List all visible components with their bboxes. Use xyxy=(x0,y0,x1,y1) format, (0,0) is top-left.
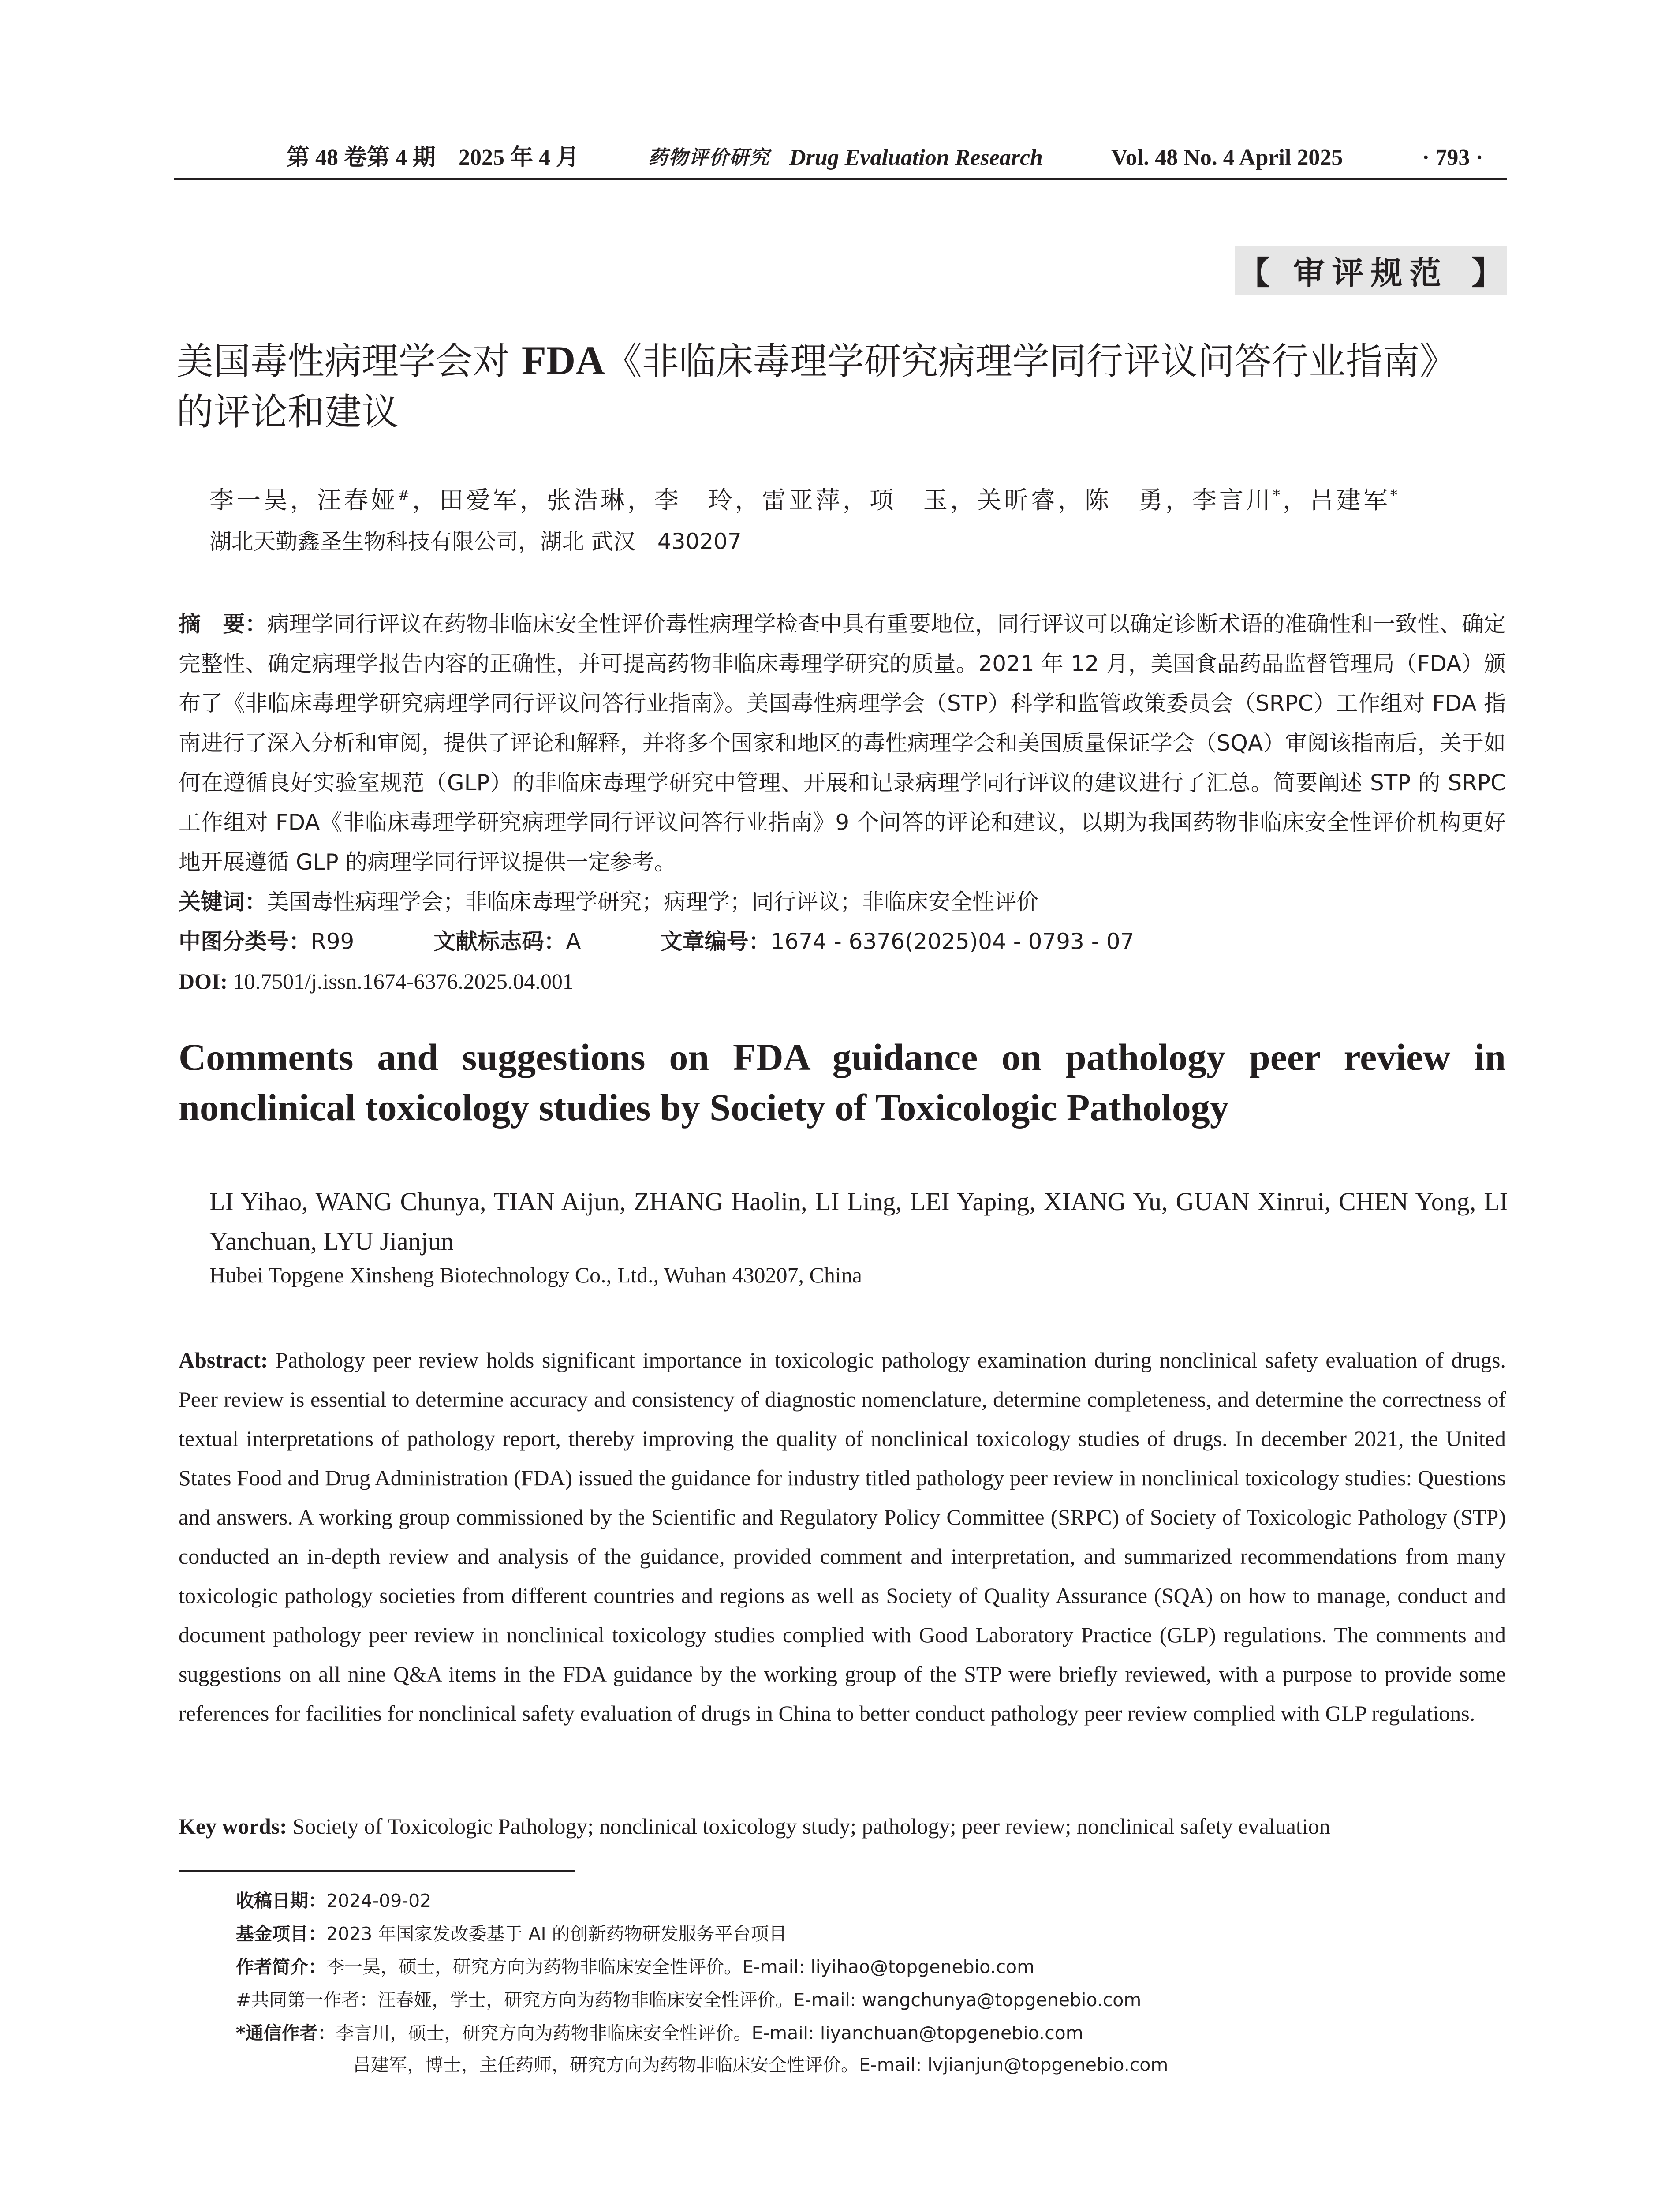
article-no-label: 文章编号： xyxy=(660,929,771,954)
title-cn-part1: 美国毒性病理学会对 xyxy=(176,340,522,383)
title-cn-line1 xyxy=(176,335,1512,387)
keywords-cn-text: 美国毒性病理学会；非临床毒理学研究；病理学；同行评议；非临床安全性评价 xyxy=(267,889,1038,915)
classification-line xyxy=(179,922,1506,961)
section-tag-text: 审评规范 xyxy=(1293,254,1449,292)
keywords-en xyxy=(179,1813,1330,1839)
abstract-en xyxy=(179,1341,1506,1733)
title-cn-line2: 的评论和建议 xyxy=(176,390,399,434)
footnote-received xyxy=(236,1887,431,1914)
bio-value: 李一昊，硕士，研究方向为药物非临床安全性评价。E-mail: liyihao@topgenebio.com xyxy=(326,1956,1035,1977)
corresponding-value-1: 李言川，硕士，研究方向为药物非临床安全性评价。E-mail: liyanchuan@topgenebio.com xyxy=(336,2022,1083,2044)
footnote-corresponding-2: 吕建军，博士，主任药师，研究方向为药物非临床安全性评价。E-mail: lvjianjun@topgenebio.com xyxy=(353,2054,1169,2075)
section-tag xyxy=(1235,246,1507,295)
title-en: Comments and suggestions on FDA guidance on pathology peer review in nonclinical toxicology studies by Society of Toxicologic Pathology xyxy=(179,1036,1506,1129)
footnote-author-bio xyxy=(236,1954,1034,1980)
title-cn-latin: FDA xyxy=(521,338,605,383)
abstract-cn xyxy=(179,604,1506,1001)
title-cn-part2: 《非临床毒理学研究病理学同行评议问答行业指南》 xyxy=(605,340,1457,383)
corresponding-label: *通信作者： xyxy=(236,2022,336,2044)
clc-value: R99 xyxy=(311,929,355,954)
fund-value: 2023 年国家发改委基于 AI 的创新药物研发服务平台项目 xyxy=(326,1923,787,1944)
corresponding-mark: * xyxy=(1390,486,1400,504)
abstract-cn-label: 摘 要： xyxy=(179,611,267,637)
doc-code-label: 文献标志码： xyxy=(433,929,566,954)
corresponding-mark: * xyxy=(1273,486,1283,504)
authors-cn xyxy=(209,481,1400,516)
doi-line xyxy=(179,961,1506,1001)
doi-value: 10.7501/j.issn.1674-6376.2025.04.001 xyxy=(233,969,574,994)
authors-en: LI Yihao, WANG Chunya, TIAN Aijun, ZHANG Haolin, LI Ling, LEI Yaping, XIANG Yu, GUAN Xinrui, CHEN Yong, LI Yanchuan, LYU Jianjun xyxy=(209,1187,1508,1256)
keywords-en-label: Key words: xyxy=(179,1814,287,1839)
abstract-cn-paragraph xyxy=(179,604,1506,882)
abstract-en-label: Abstract: xyxy=(179,1348,268,1372)
keywords-cn xyxy=(179,882,1506,922)
doi-label: DOI: xyxy=(179,969,228,994)
cofirst-mark: # xyxy=(398,486,412,504)
authors-cn-part: ，田爱军，张浩琳，李 玲，雷亚萍，项 玉，关昕睿，陈 勇，李言川 xyxy=(412,486,1273,514)
header-issue-en: Vol. 48 No. 4 April 2025 xyxy=(1111,145,1343,170)
section-tag-open: 【 xyxy=(1238,254,1270,292)
clc-label: 中图分类号： xyxy=(179,929,311,954)
header-journal-en: Drug Evaluation Research xyxy=(789,145,1043,170)
footnote-rule xyxy=(179,1870,575,1872)
header-page-number: · 793 · xyxy=(1422,145,1483,170)
header-rule xyxy=(174,178,1507,180)
bio-label: 作者简介： xyxy=(236,1956,326,1977)
authors-cn-part: ，吕建军 xyxy=(1282,486,1390,514)
authors-cn-part: 李一昊，汪春娅 xyxy=(209,486,398,514)
affiliation-cn: 湖北天勤鑫圣生物科技有限公司，湖北 武汉 430207 xyxy=(209,529,742,554)
keywords-en-text: Society of Toxicologic Pathology; nonclinical toxicology study; pathology; peer review; nonclinical safety evaluation xyxy=(292,1814,1330,1839)
article-no-value: 1674 - 6376(2025)04 - 0793 - 07 xyxy=(770,929,1135,954)
journal-logo: 药物评价研究 xyxy=(648,146,770,169)
header-issue-cn: 第 48 卷第 4 期 2025 年 4 月 xyxy=(287,145,579,170)
abstract-cn-text: 病理学同行评议在药物非临床安全性评价毒性病理学检查中具有重要地位，同行评议可以确定诊断术语的准确性和一致性、确定完整性、确定病理学报告内容的正确性，并可提高药物非临床毒理学研究的质量。2021 年 12 月，美国食品药品监督管理局（FDA）颁布了《非临床毒理学研究病理学同行评议问答行业指南》。美国毒性病理学会（STP）科学和监管政策委员会（SRPC）工作组对 FDA 指南进行了深入分析和审阅，提供了评论和解释，并将多个国家和地区的毒性病理学会和美国质量保证学会（SQA）审阅该指南后，关于如何在遵循良好实验室规范（GLP）的非临床毒理学研究中管理、开展和记录病理学同行评议的建议进行了汇总。简要阐述 STP 的 SRPC 工作组对 FDA《非临床毒理学研究病理学同行评议问答行业指南》9 个问答的评论和建议，以期为我国药物非临床安全性评价机构更好地开展遵循 GLP 的病理学同行评议提供一定参考。 xyxy=(179,611,1506,875)
doc-code-value: A xyxy=(566,929,581,954)
fund-label: 基金项目： xyxy=(236,1923,326,1944)
abstract-en-text: Pathology peer review holds significant importance in toxicologic pathology examination during nonclinical safety evaluation of drugs. Peer review is essential to determine accuracy and consistency of diagnostic nomenclature, determine completeness, and determine the correctness of textual interpretations of pathology report, thereby improving the quality of nonclinical toxicology studies of drugs. In december 2021, the United States Food and Drug Administration (FDA) issued the guidance for industry titled pathology peer review in nonclinical toxicology studies: Questions and answers. A working group commissioned by the Scientific and Regulatory Policy Committee (SRPC) of Society of Toxicologic Pathology (STP) conducted an in-depth review and analysis of the guidance, provided comment and interpretation, and summarized recommendations from many toxicologic pathology societies from different countries and regions as well as Society of Quality Assurance (SQA) on how to manage, conduct and document pathology peer review in nonclinical toxicology studies complied with Good Laboratory Practice (GLP) regulations. The comments and suggestions on all nine Q&A items in the FDA guidance by the working group of the STP were briefly reviewed, with a purpose to provide some references for facilities for nonclinical safety evaluation of drugs in China to better conduct pathology peer review complied with GLP regulations. xyxy=(179,1348,1506,1726)
affiliation-en: Hubei Topgene Xinsheng Biotechnology Co., Ltd., Wuhan 430207, China xyxy=(209,1263,862,1287)
title-cn xyxy=(176,335,1512,437)
keywords-cn-label: 关键词： xyxy=(179,889,267,915)
footnote-fund xyxy=(236,1921,787,1947)
received-label: 收稿日期： xyxy=(236,1890,326,1911)
footnote-cofirst: #共同第一作者：汪春娅，学士，研究方向为药物非临床安全性评价。E-mail: wangchunya@topgenebio.com xyxy=(236,1989,1142,2011)
section-tag-close: 】 xyxy=(1471,254,1503,292)
received-value: 2024-09-02 xyxy=(326,1890,432,1911)
footnote-corresponding xyxy=(236,2020,1083,2046)
